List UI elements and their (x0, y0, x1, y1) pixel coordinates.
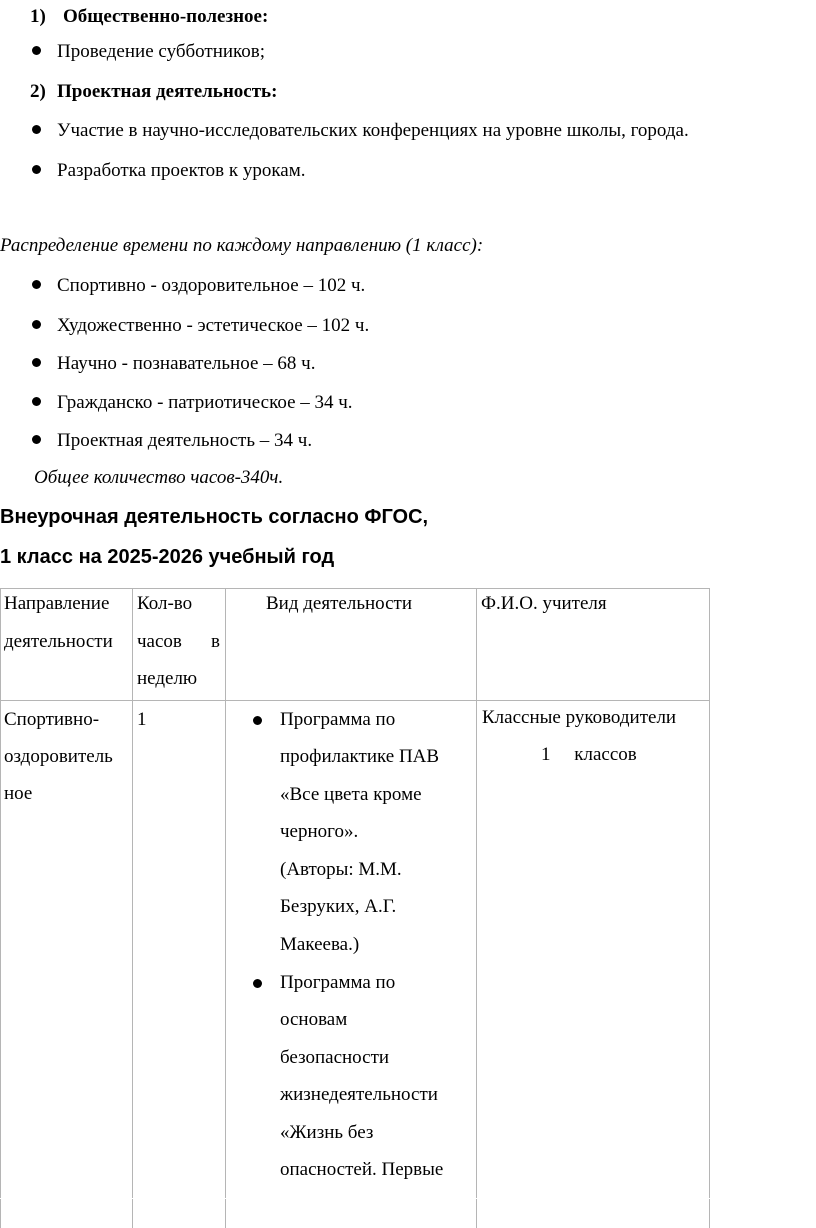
cell-activity: Программа по (280, 972, 396, 993)
list-number-2: 2) (30, 81, 46, 102)
list-number-1: 1) (30, 6, 46, 27)
distribution-title: Распределение времени по каждому направлению (1 класс): (0, 235, 484, 256)
cell-teacher: 1 классов (541, 744, 637, 765)
section-title-social: Общественно-полезное: (63, 6, 269, 27)
cell-activity: Безруких, А.Г. (280, 896, 397, 917)
bullet-icon (32, 165, 41, 174)
page-title: Внеурочная деятельность согласно ФГОС, (0, 506, 429, 528)
cell-activity: безопасности (280, 1047, 390, 1068)
bullet-icon (32, 358, 41, 367)
cell-activity: «Все цвета кроме (280, 784, 422, 805)
cell-activity: «Жизнь без (280, 1122, 374, 1143)
header-hours: часов (137, 631, 182, 652)
cell-teacher: Классные руководители (482, 707, 677, 728)
table-border (0, 588, 1, 1228)
list-item: Участие в научно-исследовательских конференциях на уровне школы, города. (57, 120, 689, 141)
bullet-icon (253, 716, 262, 725)
table-border (132, 588, 133, 1228)
table-border (225, 588, 226, 1228)
list-item: Гражданско - патриотическое – 34 ч. (57, 392, 353, 413)
header-hours: Кол-во (137, 593, 193, 614)
cell-activity: жизнедеятельности (280, 1084, 438, 1105)
list-item: Спортивно - оздоровительное – 102 ч. (57, 275, 366, 296)
cell-activity: профилактике ПАВ (280, 746, 440, 767)
total-hours: Общее количество часов-340ч. (34, 467, 284, 488)
section-title-project: Проектная деятельность: (57, 81, 278, 102)
cell-activity: основам (280, 1009, 348, 1030)
list-item: Научно - познавательное – 68 ч. (57, 353, 316, 374)
header-direction: Направление (4, 593, 110, 614)
cell-direction: Спортивно- (4, 709, 100, 730)
list-item: Проведение субботников; (57, 41, 266, 62)
header-teacher: Ф.И.О. учителя (481, 593, 607, 614)
bullet-icon (253, 979, 262, 988)
cell-activity: Программа по (280, 709, 396, 730)
header-hours: в (211, 631, 220, 652)
page-subtitle: 1 класс на 2025-2026 учебный год (0, 546, 335, 568)
bullet-icon (32, 280, 41, 289)
bullet-icon (32, 46, 41, 55)
table-border (476, 588, 477, 1228)
table-border (709, 588, 710, 1228)
cell-direction: оздоровитель (4, 746, 113, 767)
header-hours: неделю (137, 668, 198, 689)
table-border (0, 700, 710, 701)
list-item: Разработка проектов к урокам. (57, 160, 306, 181)
cell-activity: черного». (280, 821, 359, 842)
cell-activity: опасностей. Первые (280, 1159, 444, 1180)
bullet-icon (32, 435, 41, 444)
bullet-icon (32, 125, 41, 134)
cell-activity: (Авторы: М.М. (280, 859, 402, 880)
bullet-icon (32, 397, 41, 406)
header-direction: деятельности (4, 631, 113, 652)
list-item: Проектная деятельность – 34 ч. (57, 430, 313, 451)
cell-hours: 1 (137, 709, 147, 730)
list-item: Художественно - эстетическое – 102 ч. (57, 315, 370, 336)
cell-activity: Макеева.) (280, 934, 360, 955)
bullet-icon (32, 320, 41, 329)
table-border (0, 1198, 710, 1199)
table-border (0, 588, 710, 589)
header-activity: Вид деятельности (266, 593, 413, 614)
cell-direction: ное (4, 783, 33, 804)
